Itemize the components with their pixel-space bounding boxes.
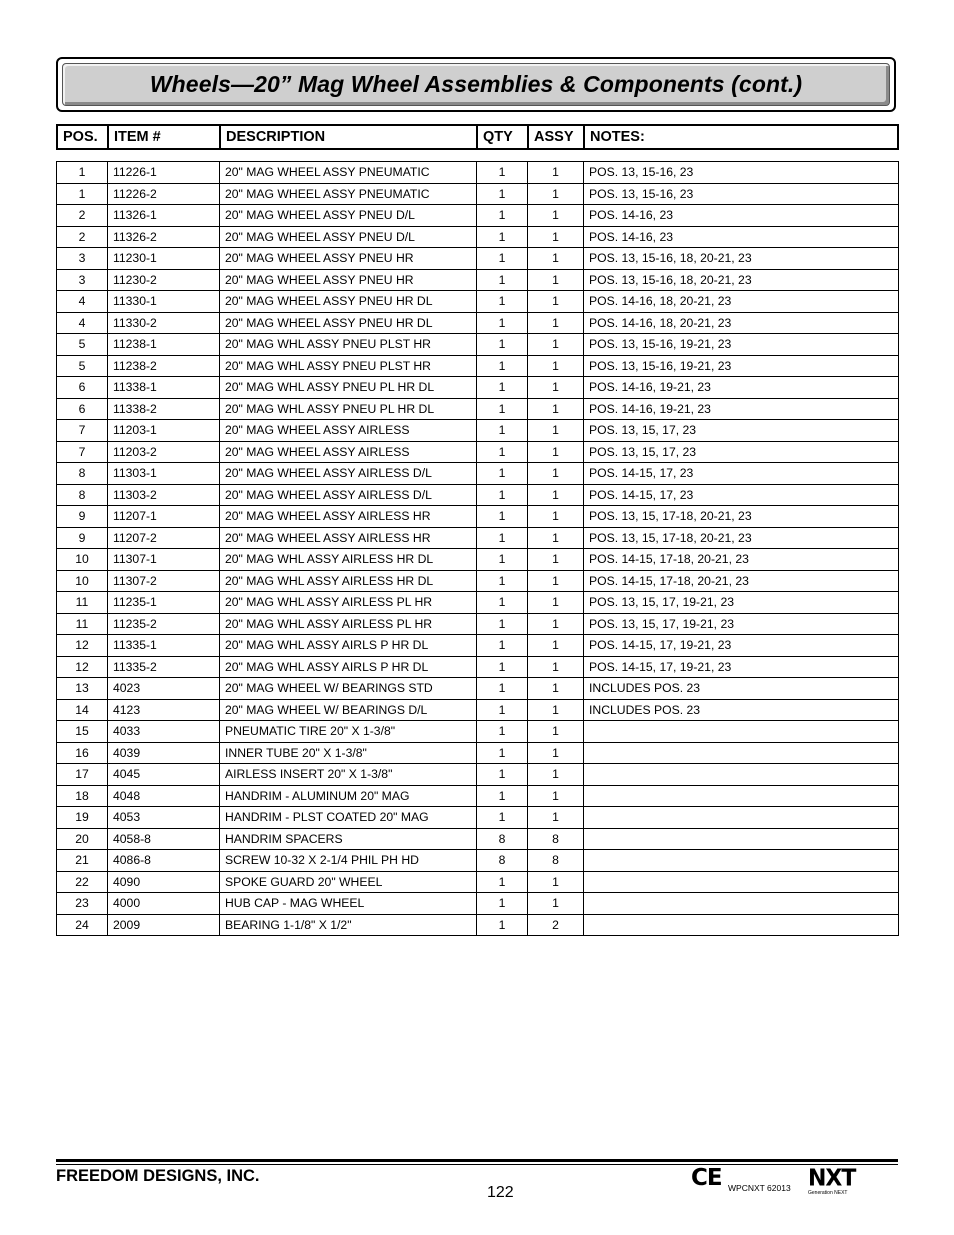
table-row xyxy=(57,248,899,270)
cell-pos: 14 xyxy=(57,699,108,721)
cell-pos: 24 xyxy=(57,914,108,936)
cell-description: 20" MAG WHL ASSY PNEU PLST HR xyxy=(220,334,477,356)
cell-description: 20" MAG WHL ASSY AIRLESS PL HR xyxy=(220,613,477,635)
cell-description: SCREW 10-32 X 2-1/4 PHIL PH HD xyxy=(220,850,477,872)
cell-assy: 1 xyxy=(528,656,584,678)
header-notes: NOTES: xyxy=(590,129,645,145)
cell-notes: POS. 14-15, 17, 23 xyxy=(584,484,899,506)
cell-item: 4048 xyxy=(108,785,220,807)
cell-notes: POS. 13, 15-16, 19-21, 23 xyxy=(584,355,899,377)
cell-notes: POS. 13, 15, 17, 19-21, 23 xyxy=(584,613,899,635)
footer-rule-thin xyxy=(56,1164,898,1165)
cell-assy: 1 xyxy=(528,205,584,227)
table-row xyxy=(57,398,899,420)
cell-assy: 1 xyxy=(528,613,584,635)
cell-item: 11338-1 xyxy=(108,377,220,399)
table-row xyxy=(57,205,899,227)
cell-pos: 1 xyxy=(57,162,108,184)
cell-qty: 1 xyxy=(477,785,528,807)
cell-qty: 1 xyxy=(477,463,528,485)
table-row xyxy=(57,914,899,936)
cell-item: 11335-2 xyxy=(108,656,220,678)
table-row xyxy=(57,506,899,528)
cell-notes xyxy=(584,850,899,872)
cell-pos: 20 xyxy=(57,828,108,850)
cell-pos: 15 xyxy=(57,721,108,743)
table-row xyxy=(57,269,899,291)
table-row xyxy=(57,592,899,614)
cell-item: 11230-1 xyxy=(108,248,220,270)
cell-notes xyxy=(584,828,899,850)
cell-item: 4090 xyxy=(108,871,220,893)
cell-notes: POS. 14-16, 18, 20-21, 23 xyxy=(584,312,899,334)
cell-description: PNEUMATIC TIRE 20" X 1-3/8" xyxy=(220,721,477,743)
cell-notes: POS. 14-15, 17-18, 20-21, 23 xyxy=(584,570,899,592)
table-row xyxy=(57,441,899,463)
header-pos: POS. xyxy=(58,126,109,148)
cell-description: 20" MAG WHL ASSY PNEU PLST HR xyxy=(220,355,477,377)
cell-qty: 1 xyxy=(477,656,528,678)
cell-item: 11207-2 xyxy=(108,527,220,549)
table-row xyxy=(57,764,899,786)
cell-pos: 10 xyxy=(57,549,108,571)
table-row xyxy=(57,656,899,678)
cell-description: 20" MAG WHL ASSY AIRLS P HR DL xyxy=(220,635,477,657)
cell-pos: 2 xyxy=(57,226,108,248)
table-row xyxy=(57,291,899,313)
cell-qty: 1 xyxy=(477,398,528,420)
cell-notes: POS. 14-16, 18, 20-21, 23 xyxy=(584,291,899,313)
table-row xyxy=(57,635,899,657)
cell-assy: 1 xyxy=(528,226,584,248)
table-row xyxy=(57,785,899,807)
cell-qty: 1 xyxy=(477,355,528,377)
cell-notes: INCLUDES POS. 23 xyxy=(584,699,899,721)
cell-item: 11307-1 xyxy=(108,549,220,571)
cell-assy: 1 xyxy=(528,592,584,614)
cell-description: HANDRIM - ALUMINUM 20" MAG xyxy=(220,785,477,807)
cell-description: 20" MAG WHEEL ASSY AIRLESS D/L xyxy=(220,484,477,506)
table-row xyxy=(57,226,899,248)
header-description: DESCRIPTION xyxy=(221,126,478,148)
cell-description: 20" MAG WHEEL ASSY PNEUMATIC xyxy=(220,183,477,205)
cell-item: 11226-1 xyxy=(108,162,220,184)
cell-item: 4053 xyxy=(108,807,220,829)
cell-description: 20" MAG WHEEL ASSY AIRLESS HR xyxy=(220,506,477,528)
cell-notes: POS. 13, 15-16, 23 xyxy=(584,162,899,184)
table-row xyxy=(57,549,899,571)
table-row xyxy=(57,420,899,442)
cell-description: HANDRIM - PLST COATED 20" MAG xyxy=(220,807,477,829)
cell-description: 20" MAG WHEEL W/ BEARINGS D/L xyxy=(220,699,477,721)
cell-qty: 1 xyxy=(477,226,528,248)
table-row xyxy=(57,334,899,356)
table-header xyxy=(56,124,899,150)
cell-notes: POS. 14-15, 17, 19-21, 23 xyxy=(584,635,899,657)
cell-qty: 1 xyxy=(477,807,528,829)
cell-item: 11235-2 xyxy=(108,613,220,635)
cell-pos: 13 xyxy=(57,678,108,700)
cell-item: 11235-1 xyxy=(108,592,220,614)
table-row xyxy=(57,570,899,592)
cell-qty: 1 xyxy=(477,162,528,184)
cell-qty: 1 xyxy=(477,334,528,356)
cell-item: 4086-8 xyxy=(108,850,220,872)
cell-notes: POS. 13, 15-16, 18, 20-21, 23 xyxy=(584,248,899,270)
cell-notes: POS. 14-16, 19-21, 23 xyxy=(584,377,899,399)
cell-pos: 19 xyxy=(57,807,108,829)
header-item: ITEM # xyxy=(109,126,221,148)
cell-notes: POS. 13, 15, 17, 19-21, 23 xyxy=(584,592,899,614)
cell-description: 20" MAG WHEEL ASSY PNEU HR DL xyxy=(220,312,477,334)
cell-pos: 8 xyxy=(57,484,108,506)
cell-qty: 1 xyxy=(477,506,528,528)
cell-notes: POS. 14-16, 23 xyxy=(584,205,899,227)
cell-pos: 12 xyxy=(57,656,108,678)
cell-pos: 21 xyxy=(57,850,108,872)
cell-notes: POS. 13, 15-16, 18, 20-21, 23 xyxy=(584,269,899,291)
cell-notes: INCLUDES POS. 23 xyxy=(584,678,899,700)
cell-pos: 3 xyxy=(57,269,108,291)
cell-description: 20" MAG WHEEL ASSY PNEU HR xyxy=(220,269,477,291)
cell-assy: 1 xyxy=(528,377,584,399)
cell-qty: 1 xyxy=(477,377,528,399)
cell-qty: 1 xyxy=(477,893,528,915)
cell-item: 11203-1 xyxy=(108,420,220,442)
cell-item: 4033 xyxy=(108,721,220,743)
cell-assy: 1 xyxy=(528,527,584,549)
cell-pos: 16 xyxy=(57,742,108,764)
cell-assy: 1 xyxy=(528,291,584,313)
cell-notes xyxy=(584,914,899,936)
cell-description: 20" MAG WHEEL ASSY AIRLESS xyxy=(220,420,477,442)
cell-description: 20" MAG WHEEL W/ BEARINGS STD xyxy=(220,678,477,700)
cell-assy: 1 xyxy=(528,764,584,786)
cell-pos: 22 xyxy=(57,871,108,893)
table-row xyxy=(57,183,899,205)
table-row xyxy=(57,613,899,635)
cell-notes: POS. 14-16, 23 xyxy=(584,226,899,248)
table-row xyxy=(57,527,899,549)
cell-item: 4039 xyxy=(108,742,220,764)
cell-notes xyxy=(584,764,899,786)
cell-pos: 5 xyxy=(57,334,108,356)
cell-qty: 1 xyxy=(477,183,528,205)
cell-description: 20" MAG WHEEL ASSY AIRLESS HR xyxy=(220,527,477,549)
cell-item: 11207-1 xyxy=(108,506,220,528)
cell-notes xyxy=(584,721,899,743)
cell-item: 4045 xyxy=(108,764,220,786)
cell-qty: 1 xyxy=(477,764,528,786)
cell-qty: 1 xyxy=(477,205,528,227)
cell-qty: 1 xyxy=(477,312,528,334)
cell-assy: 1 xyxy=(528,506,584,528)
cell-notes xyxy=(584,742,899,764)
cell-qty: 1 xyxy=(477,742,528,764)
cell-pos: 2 xyxy=(57,205,108,227)
cell-qty: 1 xyxy=(477,721,528,743)
cell-assy: 1 xyxy=(528,398,584,420)
cell-assy: 1 xyxy=(528,463,584,485)
cell-pos: 4 xyxy=(57,291,108,313)
cell-pos: 6 xyxy=(57,377,108,399)
cell-assy: 1 xyxy=(528,420,584,442)
nxt-logo-word: NXT xyxy=(808,1165,856,1192)
cell-item: 11330-2 xyxy=(108,312,220,334)
cell-item: 11326-2 xyxy=(108,226,220,248)
cell-qty: 1 xyxy=(477,613,528,635)
cell-description: HUB CAP - MAG WHEEL xyxy=(220,893,477,915)
cell-assy: 1 xyxy=(528,312,584,334)
cell-pos: 18 xyxy=(57,785,108,807)
footer-rule xyxy=(56,1159,898,1162)
cell-pos: 5 xyxy=(57,355,108,377)
company-name: FREEDOM DESIGNS, INC. xyxy=(56,1167,260,1185)
cell-item: 11303-1 xyxy=(108,463,220,485)
cell-notes: POS. 14-15, 17-18, 20-21, 23 xyxy=(584,549,899,571)
cell-pos: 3 xyxy=(57,248,108,270)
header-assy: ASSY xyxy=(529,126,585,148)
table-row xyxy=(57,355,899,377)
cell-notes xyxy=(584,807,899,829)
header-qty: QTY xyxy=(478,126,529,148)
cell-notes: POS. 13, 15, 17, 23 xyxy=(584,441,899,463)
cell-assy: 1 xyxy=(528,721,584,743)
nxt-logo-tagline: Generation NEXT xyxy=(808,1190,848,1196)
cell-qty: 1 xyxy=(477,527,528,549)
cell-notes: POS. 13, 15, 17, 23 xyxy=(584,420,899,442)
table-row xyxy=(57,871,899,893)
cell-pos: 7 xyxy=(57,441,108,463)
cell-pos: 1 xyxy=(57,183,108,205)
cell-pos: 11 xyxy=(57,592,108,614)
cell-item: 11330-1 xyxy=(108,291,220,313)
table-row xyxy=(57,828,899,850)
table-row xyxy=(57,484,899,506)
cell-assy: 1 xyxy=(528,183,584,205)
cell-description: 20" MAG WHL ASSY PNEU PL HR DL xyxy=(220,398,477,420)
cell-item: 11335-1 xyxy=(108,635,220,657)
cell-assy: 1 xyxy=(528,162,584,184)
cell-qty: 1 xyxy=(477,484,528,506)
cell-description: 20" MAG WHEEL ASSY AIRLESS xyxy=(220,441,477,463)
cell-notes xyxy=(584,785,899,807)
cell-assy: 1 xyxy=(528,355,584,377)
cell-qty: 1 xyxy=(477,549,528,571)
cell-qty: 1 xyxy=(477,699,528,721)
table-row xyxy=(57,699,899,721)
cell-notes: POS. 13, 15-16, 19-21, 23 xyxy=(584,334,899,356)
cell-qty: 1 xyxy=(477,248,528,270)
cell-notes: POS. 14-16, 19-21, 23 xyxy=(584,398,899,420)
cell-assy: 1 xyxy=(528,549,584,571)
table-row xyxy=(57,377,899,399)
cell-description: BEARING 1-1/8" X 1/2" xyxy=(220,914,477,936)
cell-assy: 1 xyxy=(528,635,584,657)
parts-table-body xyxy=(57,162,899,936)
cell-item: 4123 xyxy=(108,699,220,721)
table-row xyxy=(57,742,899,764)
cell-description: AIRLESS INSERT 20" X 1-3/8" xyxy=(220,764,477,786)
cell-assy: 1 xyxy=(528,484,584,506)
page-number: 122 xyxy=(487,1184,514,1201)
cell-pos: 8 xyxy=(57,463,108,485)
cell-description: 20" MAG WHEEL ASSY PNEU D/L xyxy=(220,226,477,248)
cell-item: 4058-8 xyxy=(108,828,220,850)
cell-qty: 1 xyxy=(477,678,528,700)
cell-notes: POS. 14-15, 17, 23 xyxy=(584,463,899,485)
cell-qty: 8 xyxy=(477,828,528,850)
cell-assy: 1 xyxy=(528,699,584,721)
cell-pos: 6 xyxy=(57,398,108,420)
cell-item: 11338-2 xyxy=(108,398,220,420)
cell-description: 20" MAG WHEEL ASSY AIRLESS D/L xyxy=(220,463,477,485)
cell-description: 20" MAG WHL ASSY AIRLESS HR DL xyxy=(220,549,477,571)
cell-description: HANDRIM SPACERS xyxy=(220,828,477,850)
parts-table xyxy=(56,161,899,936)
cell-pos: 9 xyxy=(57,527,108,549)
table-row xyxy=(57,463,899,485)
cell-item: 11226-2 xyxy=(108,183,220,205)
cell-description: 20" MAG WHL ASSY AIRLESS HR DL xyxy=(220,570,477,592)
cell-description: 20" MAG WHEEL ASSY PNEU D/L xyxy=(220,205,477,227)
cell-qty: 8 xyxy=(477,850,528,872)
cell-notes: POS. 13, 15-16, 23 xyxy=(584,183,899,205)
title-banner-inner xyxy=(62,63,890,106)
cell-qty: 1 xyxy=(477,441,528,463)
cell-qty: 1 xyxy=(477,871,528,893)
cell-notes: POS. 14-15, 17, 19-21, 23 xyxy=(584,656,899,678)
cell-item: 11326-1 xyxy=(108,205,220,227)
cell-notes xyxy=(584,893,899,915)
cell-item: 11238-2 xyxy=(108,355,220,377)
title-banner xyxy=(56,57,896,112)
cell-notes: POS. 13, 15, 17-18, 20-21, 23 xyxy=(584,506,899,528)
cell-qty: 1 xyxy=(477,635,528,657)
cell-pos: 7 xyxy=(57,420,108,442)
cell-item: 11230-2 xyxy=(108,269,220,291)
ce-mark-icon: CE xyxy=(691,1165,722,1191)
cell-pos: 9 xyxy=(57,506,108,528)
cell-assy: 1 xyxy=(528,570,584,592)
cell-item: 4023 xyxy=(108,678,220,700)
cell-description: INNER TUBE 20" X 1-3/8" xyxy=(220,742,477,764)
cell-qty: 1 xyxy=(477,420,528,442)
nxt-logo xyxy=(808,1165,858,1196)
cell-assy: 1 xyxy=(528,893,584,915)
cell-pos: 23 xyxy=(57,893,108,915)
cell-notes: POS. 13, 15, 17-18, 20-21, 23 xyxy=(584,527,899,549)
table-row xyxy=(57,721,899,743)
cell-item: 11307-2 xyxy=(108,570,220,592)
cell-assy: 1 xyxy=(528,807,584,829)
cell-assy: 1 xyxy=(528,441,584,463)
cell-description: 20" MAG WHL ASSY PNEU PL HR DL xyxy=(220,377,477,399)
cell-description: 20" MAG WHEEL ASSY PNEUMATIC xyxy=(220,162,477,184)
cell-item: 11238-1 xyxy=(108,334,220,356)
cell-assy: 8 xyxy=(528,828,584,850)
cell-item: 2009 xyxy=(108,914,220,936)
cell-item: 4000 xyxy=(108,893,220,915)
cell-assy: 1 xyxy=(528,269,584,291)
cell-description: 20" MAG WHL ASSY AIRLS P HR DL xyxy=(220,656,477,678)
cell-item: 11303-2 xyxy=(108,484,220,506)
table-row xyxy=(57,162,899,184)
cell-assy: 1 xyxy=(528,248,584,270)
cell-qty: 1 xyxy=(477,291,528,313)
cell-qty: 1 xyxy=(477,592,528,614)
cell-assy: 1 xyxy=(528,678,584,700)
cell-item: 11203-2 xyxy=(108,441,220,463)
page-title: Wheels—20” Mag Wheel Assemblies & Components (cont.) xyxy=(149,71,803,97)
cell-assy: 2 xyxy=(528,914,584,936)
cell-qty: 1 xyxy=(477,269,528,291)
cell-qty: 1 xyxy=(477,570,528,592)
table-row xyxy=(57,678,899,700)
cell-assy: 1 xyxy=(528,871,584,893)
document-code: WPCNXT 62013 xyxy=(728,1183,791,1193)
cell-assy: 8 xyxy=(528,850,584,872)
cell-assy: 1 xyxy=(528,742,584,764)
cell-notes xyxy=(584,871,899,893)
table-row xyxy=(57,893,899,915)
cell-pos: 17 xyxy=(57,764,108,786)
cell-pos: 12 xyxy=(57,635,108,657)
cell-description: 20" MAG WHEEL ASSY PNEU HR DL xyxy=(220,291,477,313)
cell-pos: 4 xyxy=(57,312,108,334)
cell-qty: 1 xyxy=(477,914,528,936)
table-row xyxy=(57,850,899,872)
cell-assy: 1 xyxy=(528,785,584,807)
cell-description: SPOKE GUARD 20" WHEEL xyxy=(220,871,477,893)
cell-description: 20" MAG WHEEL ASSY PNEU HR xyxy=(220,248,477,270)
cell-pos: 10 xyxy=(57,570,108,592)
table-row xyxy=(57,312,899,334)
cell-assy: 1 xyxy=(528,334,584,356)
table-row xyxy=(57,807,899,829)
cell-description: 20" MAG WHL ASSY AIRLESS PL HR xyxy=(220,592,477,614)
cell-pos: 11 xyxy=(57,613,108,635)
